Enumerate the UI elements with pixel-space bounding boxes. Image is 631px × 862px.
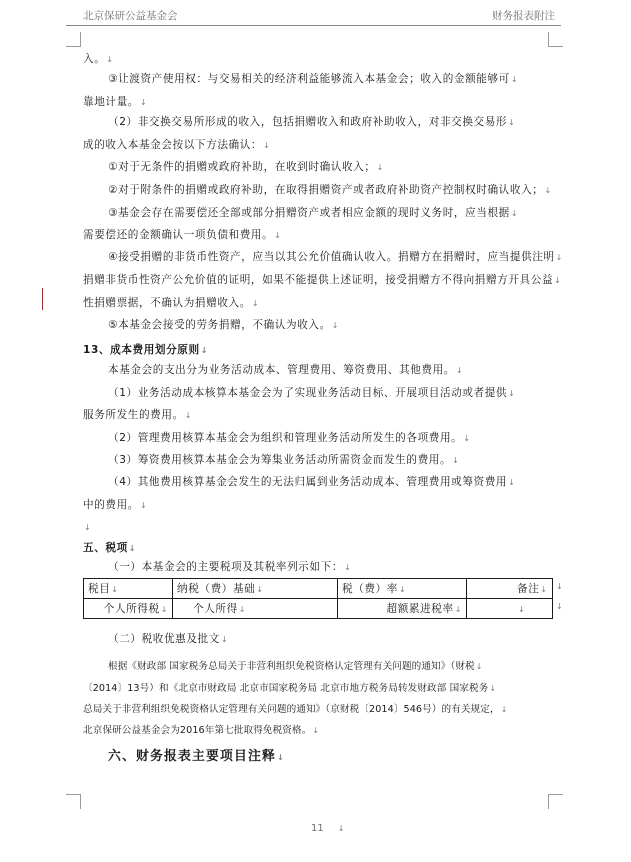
section-heading: 六、财务报表主要项目注释↓ [108,749,285,764]
body-line: 入。↓ [83,53,114,65]
body-line: ③让渡资产使用权：与交易相关的经济利益能够流入本基金会；收入的金额能够可↓ [108,73,519,85]
body-line: 性捐赠票据，不确认为捐赠收入。↓ [83,297,260,309]
page-number: 11 ↓ [311,823,345,834]
body-line: （1）业务活动成本核算本基金会为了实现业务活动目标、开展项目活动或者提供↓ [108,387,516,399]
tax-table-cell: 超额累进税率↓ [338,599,467,619]
section-heading: 13、成本费用划分原则↓ [83,344,208,356]
tax-table-cell: 个人所得税↓ [84,599,173,619]
row-end-mark: ↓ [556,602,563,611]
header-rule [66,25,561,26]
body-line: ③基金会存在需要偿还全部或部分捐赠资产或者相应金额的现时义务时，应当根据↓ [108,207,519,219]
body-line: （3）筹资费用核算本基金会为筹集业务活动所需资金而发生的费用。↓ [108,454,460,466]
tax-table [83,578,553,619]
body-line: ④接受捐赠的非货币性资产，应当以其公允价值确认收入。捐赠方在捐赠时，应当提供注明↓ [108,251,563,263]
tax-table-cell: 税目↓ [84,579,173,599]
tax-table-cell: 税（费）率↓ [338,579,467,599]
body-line: 捐赠非货币性资产公允价值的证明，如果不能提供上述证明，接受捐赠方不得向捐赠方开具公益↓ [83,274,562,286]
crop-mark-bottom-left [66,794,81,809]
crop-mark-bottom-right [548,794,563,809]
body-line: （2）管理费用核算本基金会为组织和管理业务活动所发生的各项费用。↓ [108,432,471,444]
crop-mark-top-left [66,32,81,47]
tax-table-cell: 个人所得↓ [173,599,338,619]
body-line: 〔2014〕13号）和《北京市财政局 北京市国家税务局 北京市地方税务局转发财政部 国家税务↓ [83,683,497,694]
tax-table-header-row [84,579,553,599]
body-line: 北京保研公益基金会为2016年第七批取得免税资格。↓ [83,725,320,736]
body-line: 根据《财政部 国家税务总局关于非营利组织免税资格认定管理有关问题的通知》（财税↓ [108,661,483,672]
body-line: （二）税收优惠及批文↓ [108,633,229,645]
body-line: 本基金会的支出分为业务活动成本、管理费用、筹资费用、其他费用。↓ [108,364,464,376]
text-cursor [42,288,43,310]
body-line: 需要偿还的金额确认一项负债和费用。↓ [83,229,282,241]
row-end-mark: ↓ [556,582,563,591]
section-heading: 五、税项↓ [83,542,137,554]
body-line: （2）非交换交易所形成的收入，包括捐赠收入和政府补助收入，对非交换交易形↓ [108,116,516,128]
tax-table-cell: 备注↓ [467,579,553,599]
body-line: （4）其他费用核算基金会发生的无法归属到业务活动成本、管理费用或筹资费用↓ [108,476,516,488]
body-line: ②对于附条件的捐赠或政府补助，在取得捐赠资产或者政府补助资产控制权时确认收入；↓ [108,184,552,196]
body-line: 总局关于非营利组织免税资格认定管理有关问题的通知》（京财税〔2014〕546号）的有关规定，↓ [83,704,508,715]
body-line: 成的收入本基金会按以下方法确认：↓ [83,139,271,151]
body-line: 中的费用。↓ [83,499,148,511]
body-line: ⑤本基金会接受的劳务捐赠，不确认为收入。↓ [108,319,340,331]
body-line: ①对于无条件的捐赠或政府补助，在收到时确认收入；↓ [108,161,384,173]
crop-mark-top-right [548,32,563,47]
body-line: ↓ [84,523,92,532]
tax-table-row [84,599,553,619]
body-line: 靠地计量。↓ [83,96,148,108]
header-org-name: 北京保研公益基金会 [83,10,178,22]
tax-table-cell: 纳税（费）基础↓ [173,579,338,599]
header-section-title: 财务报表附注 [492,10,555,22]
body-line: （一）本基金会的主要税项及其税率列示如下：↓ [108,561,352,573]
tax-table-cell: ↓ [467,599,553,619]
body-line: 服务所发生的费用。↓ [83,409,193,421]
